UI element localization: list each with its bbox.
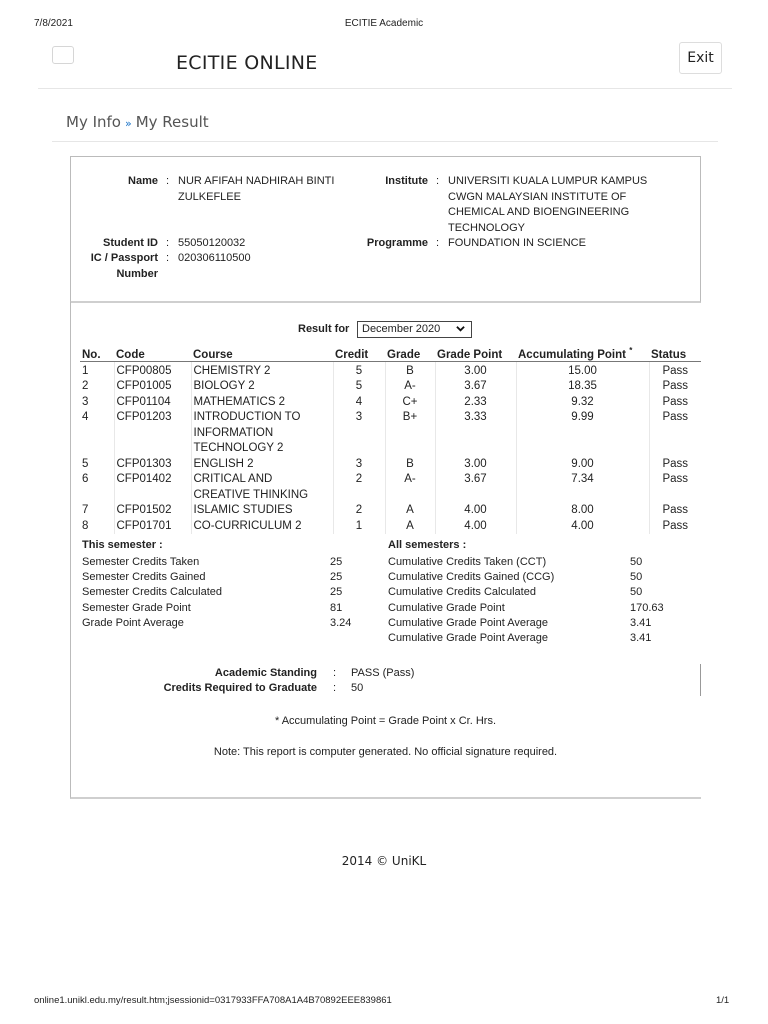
cell-accumulating-point: 8.00 [516,503,649,519]
cell-grade: C+ [385,395,435,411]
semester-select-value: December 2020 [362,323,441,335]
institute-colon: : [436,175,440,187]
cell-credit: 5 [333,379,385,395]
table-row [80,379,701,395]
table-row [80,410,701,457]
col-header-status: Status [649,344,701,361]
table-row [80,361,701,379]
summary-value: 170.63 [630,602,664,614]
accumulating-point-note: * Accumulating Point = Grade Point x Cr. Hrs. [274,715,496,727]
cell-course: MATHEMATICS 2 [191,395,333,411]
cell-credit: 1 [333,519,385,535]
col-header-credit: Credit [333,344,385,361]
breadcrumb-my-info[interactable]: My Info [66,113,121,131]
cell-course: CHEMISTRY 2 [191,361,333,379]
exit-button[interactable]: Exit [679,42,722,74]
student-id-label: Student ID [103,237,158,249]
name-colon: : [166,175,170,187]
academic-standing-colon: : [333,667,337,679]
cell-course: CRITICAL AND CREATIVE THINKING [191,472,333,503]
cell-accumulating-point: 4.00 [516,519,649,535]
cell-grade: A [385,519,435,535]
table-row [80,457,701,473]
cell-accumulating-point: 15.00 [516,361,649,379]
cell-code: CFP01502 [114,503,191,519]
copyright: 2014 © UniKL [341,854,427,868]
credits-required-colon: : [333,682,337,694]
cell-grade-point: 4.00 [435,503,516,519]
cell-code: CFP01005 [114,379,191,395]
cell-course: ISLAMIC STUDIES [191,503,333,519]
col-header-accumulating-point [516,344,649,361]
summary-label: Cumulative Credits Calculated [388,586,536,598]
cell-grade-point: 3.00 [435,361,516,379]
print-page-title: ECITIE Academic [344,18,424,29]
cell-course: CO-CURRICULUM 2 [191,519,333,535]
cell-no: 8 [82,519,89,532]
cell-credit: 3 [333,457,385,473]
standing-divider [700,664,701,696]
cell-grade: A [385,503,435,519]
breadcrumb [66,113,209,131]
name-value: NUR AFIFAH NADHIRAH BINTI ZULKEFLEE [178,175,335,203]
table-row [80,519,701,535]
cell-credit: 5 [333,361,385,379]
breadcrumb-my-result: My Result [135,113,209,131]
col-header-code: Code [114,344,191,361]
cell-grade-point: 3.67 [435,472,516,503]
cell-course: BIOLOGY 2 [191,379,333,395]
academic-standing-label: Academic Standing [214,667,317,679]
col-header-course: Course [191,344,333,361]
programme-colon: : [436,237,440,249]
summary-value: 3.41 [630,632,652,644]
col-header-grade: Grade [385,344,435,361]
summary-value: 25 [330,571,343,583]
summary-label: Semester Credits Taken [82,556,200,568]
cell-code: CFP01303 [114,457,191,473]
summary-value: 50 [630,571,643,583]
academic-standing-value: PASS (Pass) [351,667,415,679]
cell-status: Pass [649,503,701,519]
table-row [80,395,701,411]
summary-value: 81 [330,602,343,614]
cell-accumulating-point: 9.00 [516,457,649,473]
this-semester-heading: This semester : [82,539,163,551]
cell-accumulating-point: 9.99 [516,410,649,457]
cell-no: 1 [82,364,89,377]
cell-code: CFP01104 [114,395,191,411]
cell-credit: 3 [333,410,385,457]
table-header-row [80,344,701,361]
results-table [80,344,701,534]
summary-label: Semester Credits Gained [82,571,206,583]
computer-generated-note: Note: This report is computer generated. No official signature required. [213,746,558,758]
print-page-number: 1/1 [716,995,730,1006]
cell-course: INTRODUCTION TO INFORMATION TECHNOLOGY 2 [191,410,333,457]
summary-value: 25 [330,586,343,598]
cell-grade-point: 3.33 [435,410,516,457]
institute-value: UNIVERSITI KUALA LUMPUR KAMPUS CWGN MALAYSIAN INSTITUTE OF CHEMICAL AND BIOENGINEERING TECHNOLOGY [448,175,648,234]
programme-label: Programme [366,237,428,249]
ic-passport-colon: : [166,252,170,264]
summary-value: 25 [330,556,343,568]
summary-label: Cumulative Credits Taken (CCT) [388,556,547,568]
summary-label: Semester Grade Point [82,602,191,614]
cell-no: 6 [82,473,89,485]
table-row [80,503,701,519]
cell-code: CFP01701 [114,519,191,535]
credits-required-label: Credits Required to Graduate [163,682,317,694]
cell-status: Pass [649,457,701,473]
cell-grade: B+ [385,410,435,457]
cell-no: 7 [82,504,89,516]
summary-label: Semester Credits Calculated [82,586,223,598]
cell-accumulating-point: 18.35 [516,379,649,395]
summary-value: 3.41 [630,617,652,629]
semester-select[interactable] [357,321,472,338]
accumulating-point-label: Accumulating Point [518,348,626,361]
cell-no: 3 [82,395,89,408]
programme-value: FOUNDATION IN SCIENCE [448,237,586,249]
cell-credit: 2 [333,472,385,503]
cell-status: Pass [649,410,701,457]
cell-status: Pass [649,361,701,379]
breadcrumb-divider [52,141,718,142]
student-id-value: 55050120032 [178,237,246,249]
cell-grade-point: 4.00 [435,519,516,535]
col-header-no: No. [80,344,114,361]
institute-label: Institute [385,175,428,187]
cell-status: Pass [649,395,701,411]
summary-label: Cumulative Grade Point Average [388,632,548,644]
all-semesters-heading: All semesters : [388,539,467,551]
print-date: 7/8/2021 [34,18,73,29]
chevron-down-icon [456,324,465,333]
cell-grade-point: 3.67 [435,379,516,395]
accumulating-point-marker: * [629,345,633,355]
summary-label: Cumulative Grade Point Average [388,617,548,629]
result-for-label: Result for [298,323,350,335]
header-divider [38,88,732,89]
col-header-grade-point: Grade Point [435,344,516,361]
summary-value: 3.24 [330,617,352,629]
cell-status: Pass [649,519,701,535]
menu-toggle-button[interactable] [52,46,74,64]
summary-label: Cumulative Grade Point [388,602,505,614]
breadcrumb-separator-icon: » [124,117,132,130]
cell-status: Pass [649,472,701,503]
cell-code: CFP01203 [114,410,191,457]
cell-course: ENGLISH 2 [191,457,333,473]
app-title: ECITIE ONLINE [176,52,318,74]
cell-credit: 4 [333,395,385,411]
cell-grade-point: 2.33 [435,395,516,411]
cell-grade: B [385,457,435,473]
cell-accumulating-point: 7.34 [516,472,649,503]
student-id-colon: : [166,237,170,249]
cell-accumulating-point: 9.32 [516,395,649,411]
summary-label: Grade Point Average [82,617,184,629]
summary-label: Cumulative Credits Gained (CCG) [388,571,555,583]
summary-value: 50 [630,586,643,598]
credits-required-value: 50 [351,682,364,694]
table-row [80,472,701,503]
cell-grade-point: 3.00 [435,457,516,473]
cell-code: CFP01402 [114,472,191,503]
cell-status: Pass [649,379,701,395]
cell-grade: A- [385,472,435,503]
cell-credit: 2 [333,503,385,519]
ic-passport-label: IC / Passport Number [90,252,158,280]
cell-no: 2 [82,380,89,392]
cell-no: 4 [82,411,89,423]
cell-grade: A- [385,379,435,395]
cell-no: 5 [82,457,89,470]
print-url: online1.unikl.edu.my/result.htm;jsessionid=0317933FFA708A1A4B70892EEE839861 [34,995,392,1006]
name-label: Name [128,175,158,187]
cell-grade: B [385,361,435,379]
ic-passport-value: 020306110500 [178,252,251,264]
cell-code: CFP00805 [114,361,191,379]
summary-value: 50 [630,556,643,568]
